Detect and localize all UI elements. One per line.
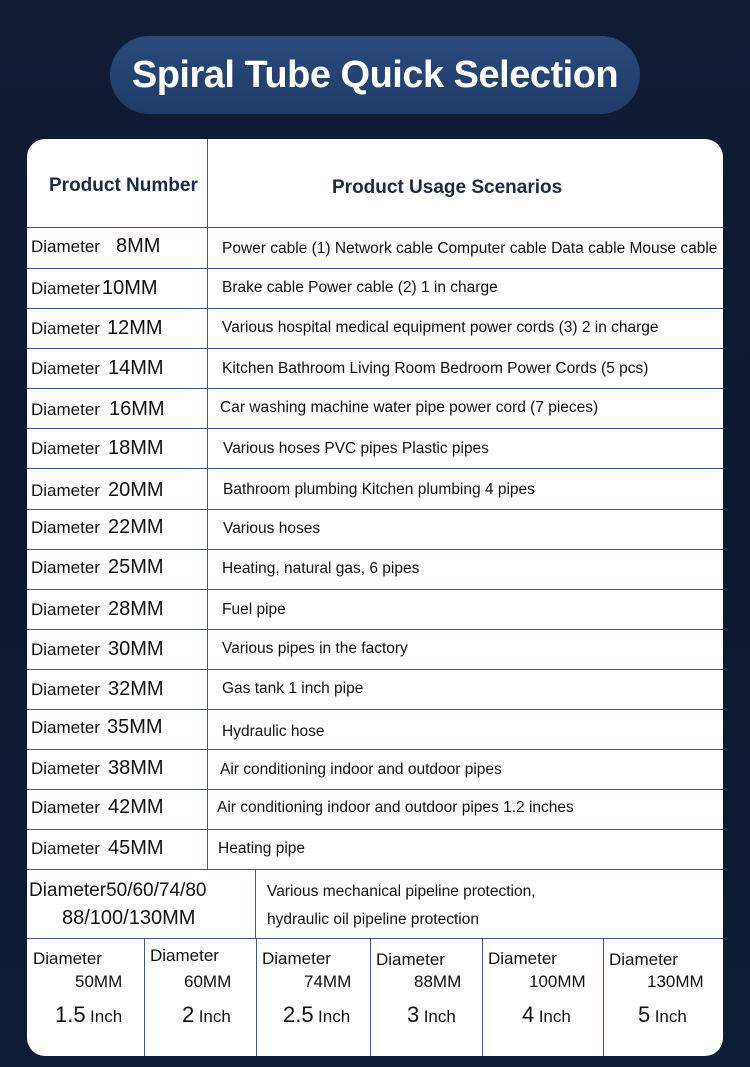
conversion-mm: 100MM xyxy=(529,972,586,991)
row-divider xyxy=(27,509,723,510)
table-row xyxy=(27,468,723,508)
diameter-size: 45MM xyxy=(108,837,164,859)
conversion-mm: 74MM xyxy=(304,972,352,991)
table-row xyxy=(27,549,723,589)
large-row-top-line xyxy=(27,869,723,870)
conversion-divider xyxy=(256,938,257,1056)
diameter-size: 30MM xyxy=(108,638,164,660)
table-row xyxy=(27,268,723,308)
row-divider xyxy=(27,589,723,590)
table-header xyxy=(27,139,723,227)
header-usage-scenarios: Product Usage Scenarios xyxy=(332,177,563,198)
conversion-cell xyxy=(482,938,603,1056)
row-divider xyxy=(27,388,723,389)
diameter-size: 35MM xyxy=(107,716,163,738)
table-row xyxy=(27,509,723,549)
large-sizes-line2: 88/100/130MM xyxy=(62,907,196,929)
inch-unit: Inch xyxy=(90,1007,123,1026)
table-row xyxy=(27,789,723,829)
conversion-label: Diameter xyxy=(609,950,678,969)
page-title: Spiral Tube Quick Selection xyxy=(131,53,619,96)
table-row xyxy=(27,749,723,789)
large-sizes-usage-line1: Various mechanical pipeline protection, xyxy=(267,883,536,900)
row-divider xyxy=(27,789,723,790)
conversion-cell xyxy=(370,938,482,1056)
inch-unit: Inch xyxy=(318,1007,351,1026)
usage-scenario: Various hospital medical equipment power cords (3) 2 in charge xyxy=(222,319,659,336)
conversion-label: Diameter xyxy=(262,949,331,968)
inch-unit: Inch xyxy=(198,1007,231,1026)
conversion-inch xyxy=(55,1002,122,1028)
usage-scenario: Car washing machine water pipe power cord (7 pieces) xyxy=(220,399,599,416)
conversion-inch xyxy=(407,1002,456,1028)
diameter-size: 28MM xyxy=(108,598,164,620)
row-divider xyxy=(27,268,723,269)
inch-value: 4 xyxy=(522,1002,535,1027)
diameter-size: 8MM xyxy=(116,235,161,257)
table-row xyxy=(27,829,723,869)
conversion-inch xyxy=(638,1002,687,1028)
inch-unit: Inch xyxy=(538,1007,571,1026)
diameter-size: 18MM xyxy=(108,437,164,459)
diameter-label: Diameter xyxy=(31,839,100,858)
row-divider xyxy=(27,428,723,429)
conversion-mm: 88MM xyxy=(414,972,462,991)
diameter-label: Diameter xyxy=(31,359,100,378)
row-divider xyxy=(27,348,723,349)
usage-scenario: Various hoses PVC pipes Plastic pipes xyxy=(223,440,489,457)
conversion-divider xyxy=(144,938,145,1056)
selection-table xyxy=(27,139,723,1056)
usage-scenario: Gas tank 1 inch pipe xyxy=(222,680,364,697)
usage-scenario: Heating, natural gas, 6 pipes xyxy=(222,560,420,577)
table-row xyxy=(27,669,723,709)
diameter-size: 42MM xyxy=(108,796,164,818)
conversion-cell xyxy=(256,938,370,1056)
table-row xyxy=(27,629,723,669)
conversion-mm: 130MM xyxy=(647,972,704,991)
diameter-size: 25MM xyxy=(108,556,164,578)
diameter-label: Diameter xyxy=(31,718,100,737)
diameter-label: Diameter xyxy=(31,319,100,338)
inch-value: 2.5 xyxy=(283,1002,314,1027)
inch-unit: Inch xyxy=(654,1007,687,1026)
usage-scenario: Air conditioning indoor and outdoor pipes xyxy=(220,761,502,778)
diameter-size: 12MM xyxy=(107,317,163,339)
row-divider xyxy=(27,549,723,550)
diameter-label: Diameter xyxy=(31,279,100,298)
diameter-label: Diameter xyxy=(31,558,100,577)
conversion-inch xyxy=(182,1002,231,1028)
inch-value: 1.5 xyxy=(55,1002,86,1027)
usage-scenario: Heating pipe xyxy=(218,840,306,857)
inch-value: 3 xyxy=(407,1002,420,1027)
header-product-number: Product Number xyxy=(49,175,198,196)
diameter-label: Diameter xyxy=(31,680,100,699)
row-divider xyxy=(27,468,723,469)
diameter-label: Diameter xyxy=(31,518,100,537)
conversion-mm: 60MM xyxy=(184,972,232,991)
conversion-label: Diameter xyxy=(33,949,102,968)
usage-scenario: Brake cable Power cable (2) 1 in charge xyxy=(222,279,498,296)
usage-scenario: Hydraulic hose xyxy=(222,723,325,740)
large-sizes-usage-line2: hydraulic oil pipeline protection xyxy=(267,911,479,928)
diameter-size: 16MM xyxy=(109,398,165,420)
usage-scenario: Various pipes in the factory xyxy=(222,640,408,657)
diameter-size: 20MM xyxy=(108,479,164,501)
diameter-label: Diameter xyxy=(31,400,100,419)
table-row xyxy=(27,428,723,468)
inch-unit: Inch xyxy=(423,1007,456,1026)
conversion-inch xyxy=(283,1002,350,1028)
diameter-label: Diameter xyxy=(31,481,100,500)
conversion-divider xyxy=(482,938,483,1056)
diameter-label: Diameter xyxy=(31,798,100,817)
table-row xyxy=(27,589,723,629)
diameter-label: Diameter xyxy=(31,439,100,458)
inch-value: 5 xyxy=(638,1002,651,1027)
diameter-size: 32MM xyxy=(108,678,164,700)
usage-scenario: Kitchen Bathroom Living Room Bedroom Power Cords (5 pcs) xyxy=(222,360,649,377)
diameter-size: 10MM xyxy=(102,277,158,299)
conversion-inch xyxy=(522,1002,571,1028)
diameter-size: 14MM xyxy=(108,357,164,379)
diameter-label: Diameter xyxy=(31,640,100,659)
title-banner xyxy=(110,36,640,114)
table-row xyxy=(27,388,723,428)
conversion-label: Diameter xyxy=(488,949,557,968)
diameter-label: Diameter xyxy=(31,237,100,256)
row-divider xyxy=(27,669,723,670)
large-sizes-line1: Diameter50/60/74/80 xyxy=(29,880,207,901)
table-row xyxy=(27,709,723,749)
conversion-cell xyxy=(603,938,723,1056)
usage-scenario: Various hoses xyxy=(223,520,321,537)
diameter-size: 38MM xyxy=(108,757,164,779)
diameter-size: 22MM xyxy=(108,516,164,538)
conversion-cell xyxy=(144,938,256,1056)
conversion-label: Diameter xyxy=(376,950,445,969)
usage-scenario: Bathroom plumbing Kitchen plumbing 4 pipes xyxy=(223,481,535,498)
conversion-divider xyxy=(370,938,371,1056)
row-divider xyxy=(27,749,723,750)
diameter-label: Diameter xyxy=(31,600,100,619)
conversion-mm: 50MM xyxy=(75,972,123,991)
table-row-large-sizes xyxy=(27,870,723,938)
table-row xyxy=(27,348,723,388)
large-row-divider xyxy=(255,870,256,938)
row-divider xyxy=(27,829,723,830)
table-row xyxy=(27,308,723,348)
conversion-label: Diameter xyxy=(150,946,219,965)
inch-value: 2 xyxy=(182,1002,195,1027)
row-divider xyxy=(27,709,723,710)
conversion-cell xyxy=(27,938,144,1056)
row-divider xyxy=(27,308,723,309)
table-row xyxy=(27,228,723,268)
usage-scenario: Air conditioning indoor and outdoor pipes 1.2 inches xyxy=(217,799,574,816)
conversion-divider xyxy=(603,938,604,1056)
row-divider xyxy=(27,629,723,630)
usage-scenario: Fuel pipe xyxy=(222,601,286,618)
usage-scenario: Power cable (1) Network cable Computer cable Data cable Mouse cable xyxy=(222,240,718,257)
diameter-label: Diameter xyxy=(31,759,100,778)
